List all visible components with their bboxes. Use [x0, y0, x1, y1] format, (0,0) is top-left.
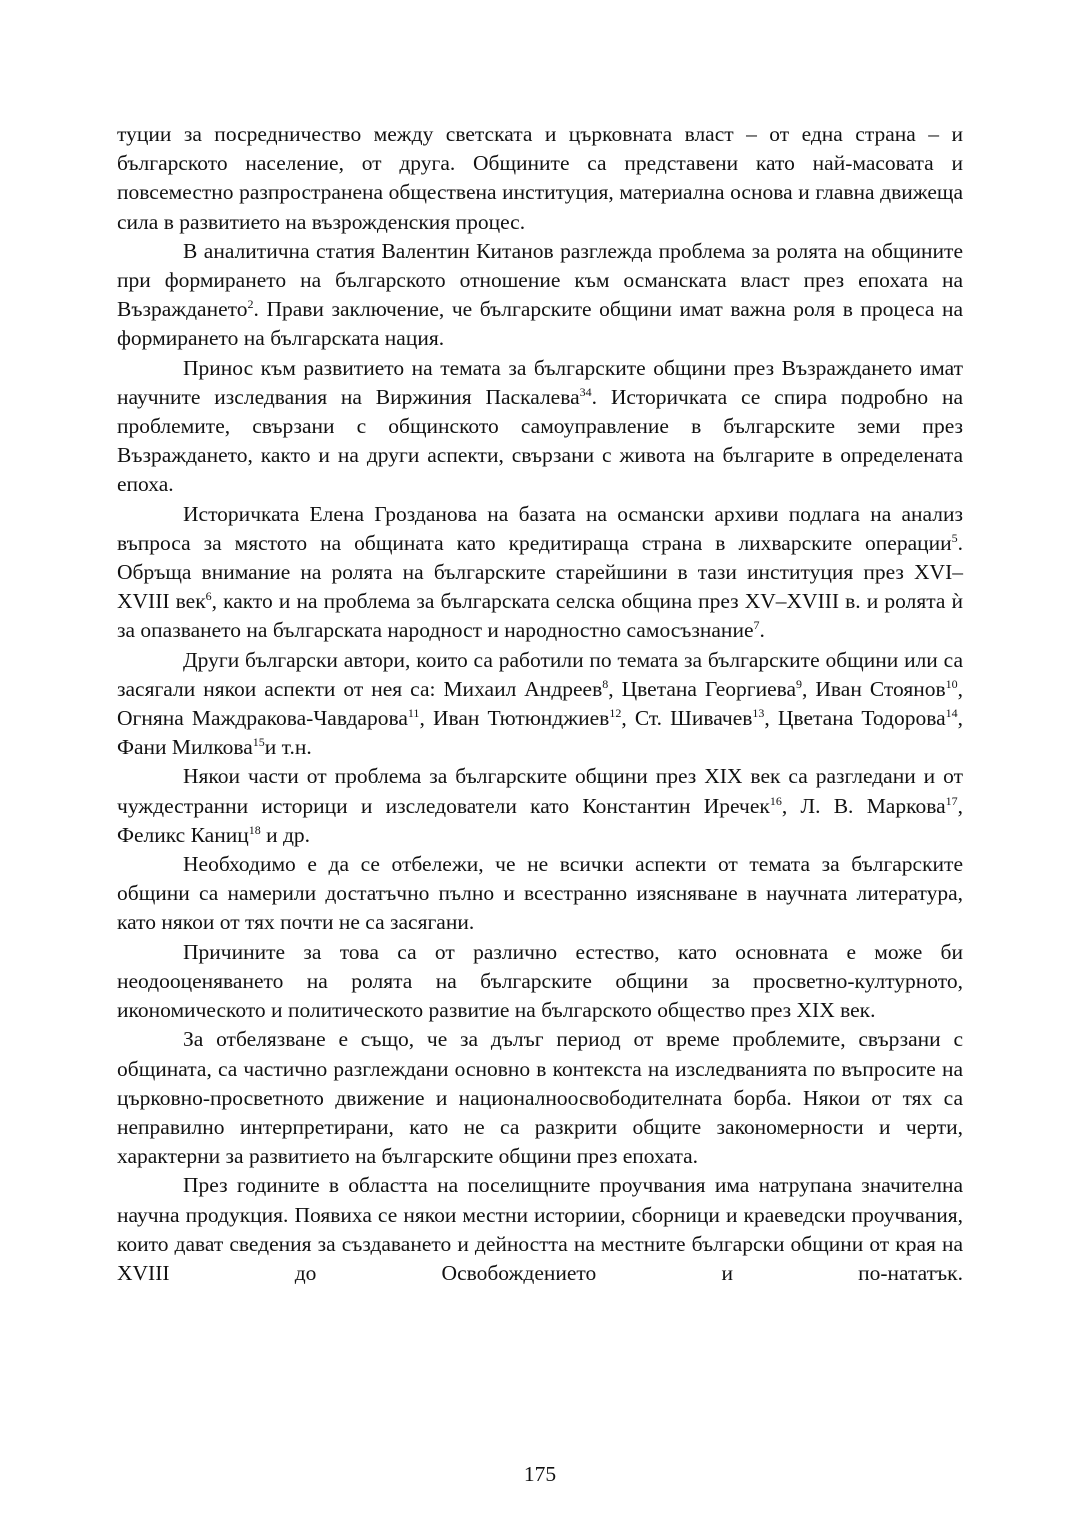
footnote-marker: 14 — [945, 706, 958, 721]
paragraph-foreign-historians — [117, 762, 963, 850]
text-run: . Историчката се спира подробно на проблемите, свързани с общинското самоуправление в българските земи през Възраждането, както и на други аспекти, свързани с живота на българите в определената епоха. — [117, 384, 963, 497]
footnote-marker: 10 — [945, 676, 958, 691]
footnote-marker: 7 — [753, 618, 760, 633]
text-run: , Цветана Георгиева — [608, 676, 797, 701]
paragraph-other-authors — [117, 646, 963, 763]
page-number: 175 — [523, 1462, 557, 1486]
paragraph-long-period — [117, 1025, 963, 1171]
paragraph-grozdanova — [117, 500, 963, 646]
footnote-marker: 17 — [945, 793, 958, 808]
footnote-marker: 8 — [602, 676, 609, 691]
text-run: Някои части от проблема за българските общини през XIX век са разгледани и от чуждестранни историци и изследователи като Константин Иречек — [117, 764, 963, 818]
text-run: и т.н. — [264, 735, 312, 760]
text-run: За отбелязване е също, че за дълъг период от време проблемите, свързани с общината, са частично разглеждани основно в контекста на изследванията по въпросите на църковно-просветното движение и националноосвободителната борба. Някои от тях са неправилно интерпретирани, като не са разкрити общите закономерности и черти, характерни за развитието на българските общини през епохата. — [117, 1027, 963, 1169]
paragraph-reasons — [117, 938, 963, 1026]
text-run: В аналитична статия Валентин Китанов разглежда проблема за ролята на общините при формирането на българското отношение към османската власт през епохата на Възраждането — [117, 238, 963, 322]
paragraph-settlement-studies — [117, 1171, 963, 1288]
footnote-marker: 12 — [609, 706, 622, 721]
text-run: , Цветана Тодорова — [764, 706, 946, 731]
text-run: Принос към развитието на темата за българските общини през Възраждането имат научните изследвания на Виржиния Паскалева — [117, 355, 963, 409]
text-run: , Огняна Маждракова-Чавдарова — [117, 676, 964, 731]
page-body — [117, 120, 963, 1500]
text-run: Историчката Елена Грозданова на базата на османски архиви подлага на анализ въпроса за мястото на общината като кредитираща страна в лихварските операции — [117, 501, 963, 555]
text-run: Други български автори, които са работили по темата за българските общини или са засягали някои аспекти от нея са: Михаил Андреев — [117, 647, 963, 701]
footnote-marker: 5 — [951, 530, 958, 545]
text-run: , Фани Милкова — [117, 706, 964, 760]
footnote-marker: 15 — [252, 735, 265, 750]
text-run: , Л. В. Маркова — [781, 793, 946, 818]
text-run: и др. — [260, 822, 311, 847]
text-run: , Иван Стоянов — [802, 676, 946, 701]
text-run: Необходимо е да се отбележи, че не всички аспекти от темата за българските общини са намерили достатъчно пълно и всестранно изясняване в научната литература, като някои от тях почти не са засягани. — [117, 852, 963, 935]
text-run: Причините за това са от различно естество, като основната е може би неодооценяването на ролята на българските общини за просветно-културното, икономическото и политическото развитие на българското общество през XIX век. — [117, 939, 963, 1023]
text-run: , Ст. Шивачев — [621, 706, 753, 731]
footnote-marker: 2 — [247, 297, 254, 312]
text-run: . Обръща внимание на ролята на българските старейшини в тази институция през XVI–XVIII век — [117, 530, 963, 614]
paragraph-continuation — [117, 120, 963, 237]
footnote-marker: 34 — [579, 384, 592, 399]
footnote-marker: 6 — [205, 589, 212, 604]
footnote-marker: 13 — [752, 706, 765, 721]
text-run: . Прави заключение, че българските общини имат важна роля в процеса на формирането на българската нация. — [117, 297, 963, 351]
footnote-marker: 18 — [248, 822, 261, 837]
text-run: През годините в областта на поселищните проучвания има натрупана значителна научна продукция. Появиха се някои местни историии, сборници и краеведски проучвания, които дават сведения за създаването и дейността на местните български общини от края на XVIII до Освобождението и по-нататък. — [117, 1173, 963, 1285]
text-run: , както и на проблема за българската селска община през XV–XVIII в. и ролята ѝ за опазването на българската народност и народностно самосъзнание — [117, 589, 963, 643]
footnote-marker: 16 — [769, 793, 782, 808]
footnote-marker: 9 — [796, 676, 803, 691]
text-run: туции за посредничество между светската и църковната власт – от една страна – и българското население, от друга. Общините са представени като най-масовата и повсеместно разпространена обществена институция, материална основа и главна движеща сила в развитието на възрожденския процес. — [117, 122, 963, 234]
text-run: . — [759, 618, 765, 643]
footnote-marker: 11 — [407, 706, 420, 721]
paragraph-paskaleva — [117, 354, 963, 500]
text-run: , Иван Тютюнджиев — [419, 706, 610, 731]
paragraph-kitanov — [117, 237, 963, 354]
paragraph-necessity — [117, 850, 963, 938]
text-run: , Феликс Каниц — [117, 793, 963, 847]
